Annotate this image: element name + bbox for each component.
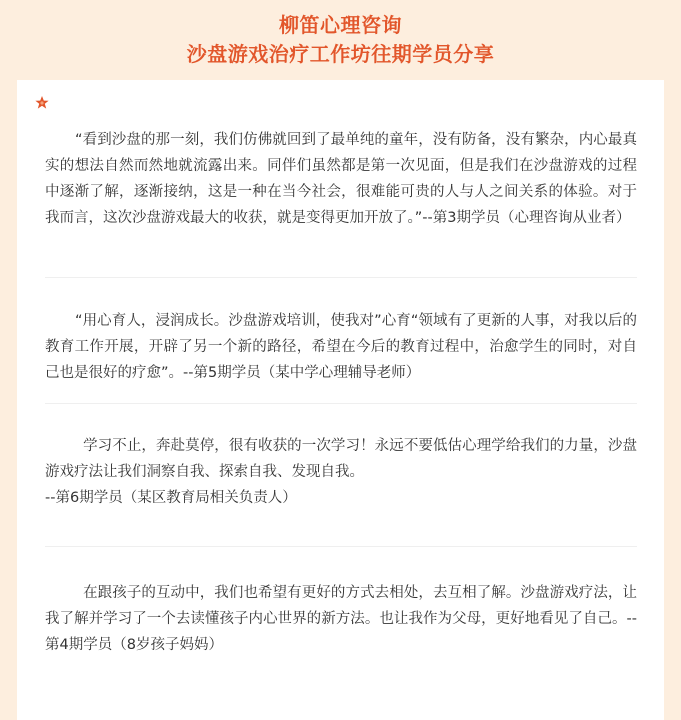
testimonial-quote: “看到沙盘的那一刻，我们仿佛就回到了最单纯的童年，没有防备，没有繁杂，内心最真实的想法自然而然地就流露出来。同伴们虽然都是第一次见面，但是我们在沙盘游戏的过程中逐渐了解，逐渐接纳，这是一种在当今社会，很难能可贵的人与人之间关系的体验。对于我而言，这次沙盘游戏最大的收获，就是变得更加开放了。” — [45, 132, 637, 226]
testimonial-1 — [45, 127, 637, 231]
testimonial-quote: “用心育人，浸润成长。沙盘游戏培训，使我对”心育“领域有了更新的人事，对我以后的教育工作开展，开辟了另一个新的路径，希望在今后的教育过程中，治愈学生的同时，对自己也是很好的疗愈”。 — [45, 313, 637, 381]
testimonial-quote: 在跟孩子的互动中，我们也希望有更好的方式去相处，去互相了解。沙盘游戏疗法，让我了解并学习了一个去读懂孩子内心世界的新方法。也让我作为父母，更好地看见了自己。 — [45, 585, 637, 627]
divider — [45, 546, 637, 547]
testimonial-4 — [45, 580, 637, 658]
testimonial-quote: 学习不止，奔赴莫停，很有收获的一次学习！永远不要低估心理学给我们的力量，沙盘游戏疗法让我们洞察自我、探索自我、发现自我。 — [45, 438, 637, 480]
testimonial-attribution: --第5期学员（某中学心理辅导老师） — [183, 365, 421, 381]
testimonial-attribution: --第4期学员（8岁孩子妈妈） — [45, 611, 637, 653]
testimonial-attribution: --第6期学员（某区教育局相关负责人） — [45, 490, 297, 506]
flower-icon — [34, 95, 50, 111]
testimonials-card — [17, 80, 664, 720]
page-header — [0, 0, 681, 80]
divider — [45, 403, 637, 404]
divider — [45, 277, 637, 278]
brand-title: 柳笛心理咨询 — [279, 13, 402, 37]
page-title: 沙盘游戏治疗工作坊往期学员分享 — [186, 42, 495, 66]
testimonial-2 — [45, 308, 637, 386]
testimonial-3 — [45, 433, 637, 511]
testimonial-attribution: --第3期学员（心理咨询从业者） — [422, 210, 631, 226]
